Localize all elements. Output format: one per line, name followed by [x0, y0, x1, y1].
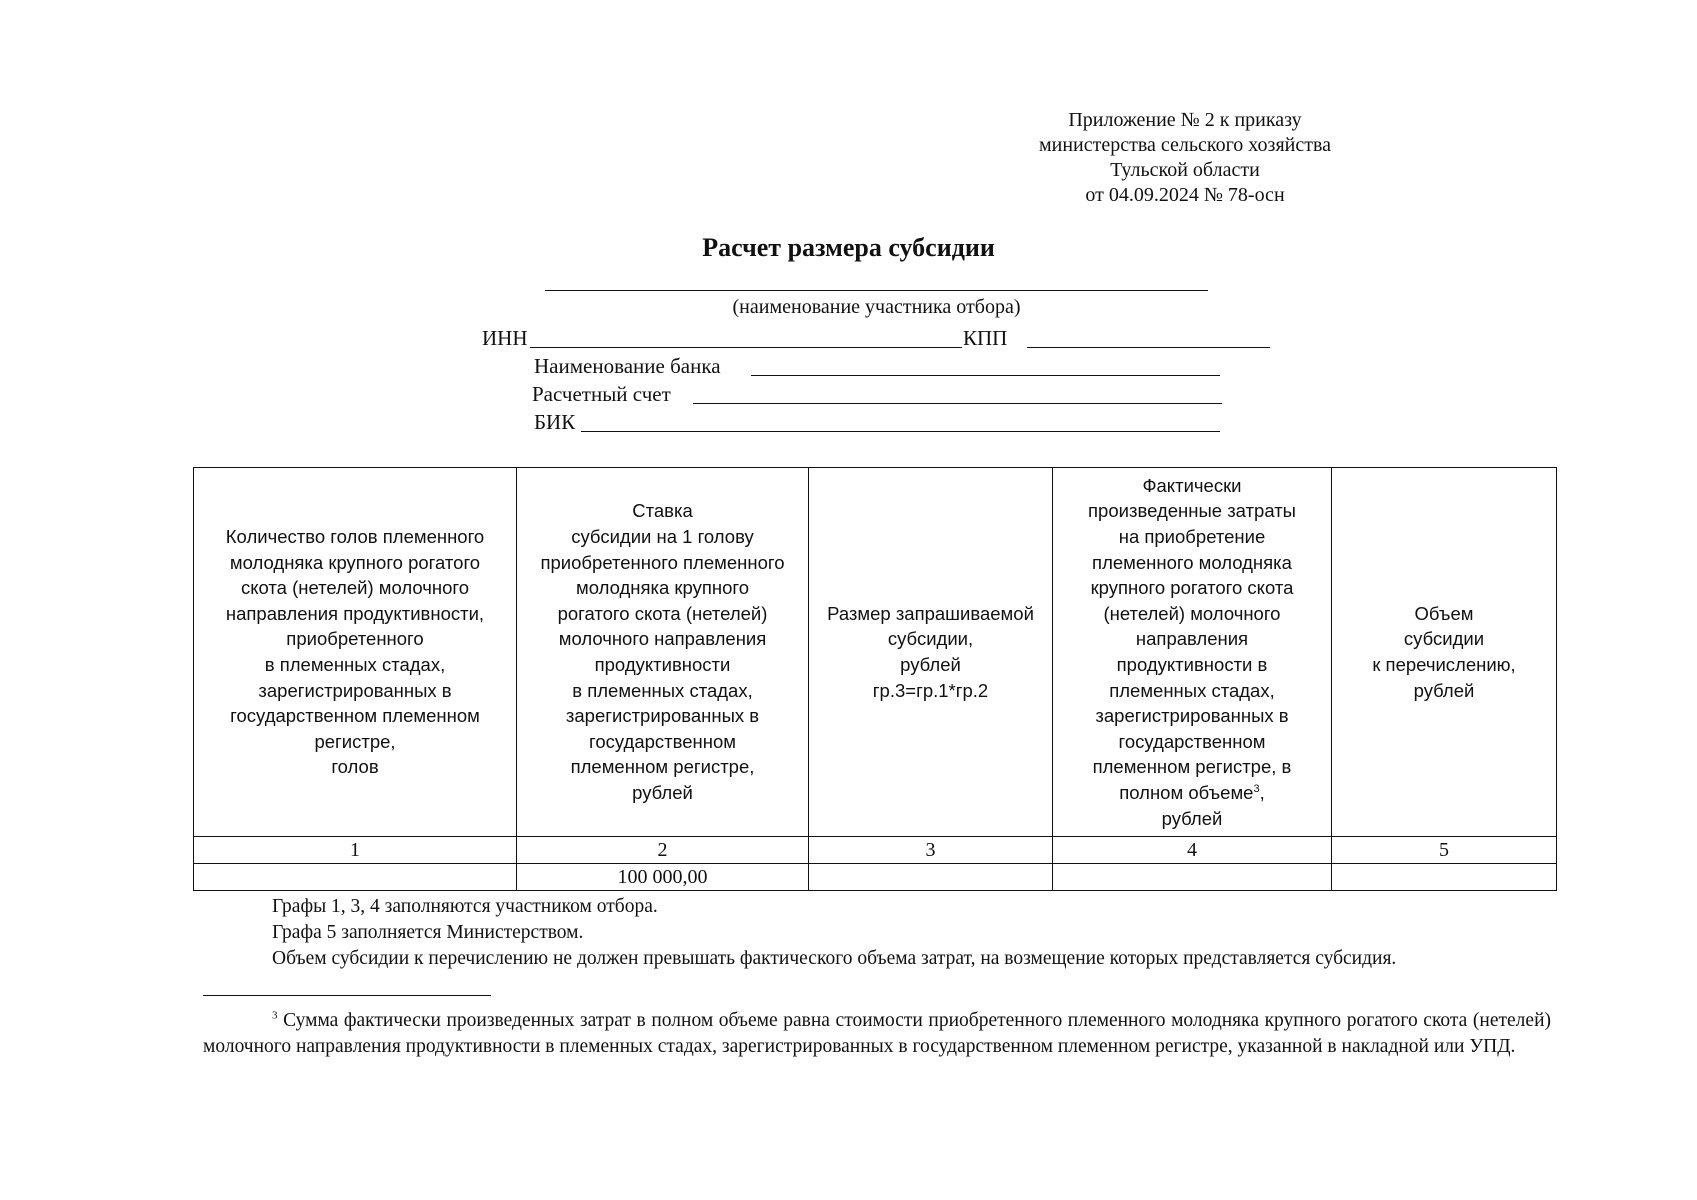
cell-actual-costs[interactable] — [1053, 864, 1332, 891]
inn-blank-line — [530, 347, 962, 348]
participant-name-caption: (наименование участника отбора) — [732, 296, 1021, 318]
column-number-1: 1 — [194, 837, 517, 864]
table-header-col-1: Количество голов племенного молодняка крупного рогатого скота (нетелей) молочного направления продуктивности, приобретенного в племенных стадах, зарегистрированных в государственном племенном регистре, голов — [194, 468, 517, 837]
appendix-line-1: Приложение № 2 к приказу — [1068, 109, 1302, 131]
appendix-line-3: Тульской области — [1110, 159, 1260, 181]
footnote-ref-3: 3 — [1253, 782, 1260, 795]
bank-row — [534, 353, 1224, 381]
kpp-label: КПП — [963, 326, 1008, 350]
note-1: Графы 1, 3, 4 заполняются участником отбора. — [272, 896, 658, 917]
account-blank-line — [693, 403, 1222, 404]
column-number-5: 5 — [1332, 837, 1557, 864]
subsidy-table — [193, 467, 1556, 895]
table-header-col-4: Фактически произведенные затраты на приобретение племенного молодняка крупного рогатого скота (нетелей) молочного направления продуктивности в племенных стадах, зарегистрированных в государственном племенном регистре, в полном объеме$^3$, рублей — [1053, 468, 1332, 837]
bik-row — [534, 409, 1224, 437]
note-3: Объем субсидии к перечислению не должен превышать фактического объема затрат, на возмещение которых представляется субсидия. — [272, 948, 1397, 969]
account-row — [532, 381, 1224, 409]
table-header-col-2: Ставка субсидии на 1 голову приобретенного племенного молодняка крупного рогатого скота (нетелей) молочного направления продуктивности в племенных стадах, зарегистрированных в государственном племенном регистре, рублей — [517, 468, 809, 837]
table-row — [194, 864, 1557, 891]
account-label: Расчетный счет — [532, 382, 671, 406]
column-number-2: 2 — [517, 837, 809, 864]
kpp-blank-line — [1027, 347, 1270, 348]
bank-blank-line — [751, 375, 1220, 376]
inn-kpp-row — [482, 325, 1272, 353]
appendix-line-4: от 04.09.2024 № 78-осн — [1085, 184, 1285, 206]
table-column-numbers-row — [194, 837, 1557, 864]
table-header-col-3: Размер запрашиваемой субсидии, рублей гр.3=гр.1*гр.2 — [809, 468, 1053, 837]
table-header-col-5: Объем субсидии к перечислению, рублей — [1332, 468, 1557, 837]
footnote — [203, 1008, 1551, 1060]
cell-head-count[interactable] — [194, 864, 517, 891]
bank-label: Наименование банка — [534, 354, 721, 378]
footnote-mark: 3 — [272, 1009, 278, 1022]
participant-name-line — [545, 290, 1208, 291]
footnote-text: Сумма фактически произведенных затрат в полном объеме равна стоимости приобретенного племенного молодняка крупного рогатого скота (нетелей) молочного направления продуктивности в племенных стадах, зарегистрированных в государственном племенном регистре, указанной в накладной или УПД. — [203, 1010, 1551, 1057]
cell-rate: 100 000,00 — [517, 864, 809, 891]
appendix-line-2: министерства сельского хозяйства — [1038, 134, 1332, 156]
inn-label: ИНН — [482, 326, 528, 350]
bik-blank-line — [581, 431, 1220, 432]
table-header-row — [194, 468, 1557, 837]
bik-label: БИК — [534, 410, 576, 434]
table-notes — [272, 894, 1396, 972]
cell-requested-amount[interactable] — [809, 864, 1053, 891]
column-number-4: 4 — [1053, 837, 1332, 864]
cell-transfer-amount[interactable] — [1332, 864, 1557, 891]
appendix-header — [1010, 108, 1360, 208]
page-title: Расчет размера субсидии — [702, 233, 995, 262]
column-number-3: 3 — [809, 837, 1053, 864]
note-2: Графа 5 заполняется Министерством. — [272, 922, 584, 943]
footnote-divider — [203, 995, 491, 996]
